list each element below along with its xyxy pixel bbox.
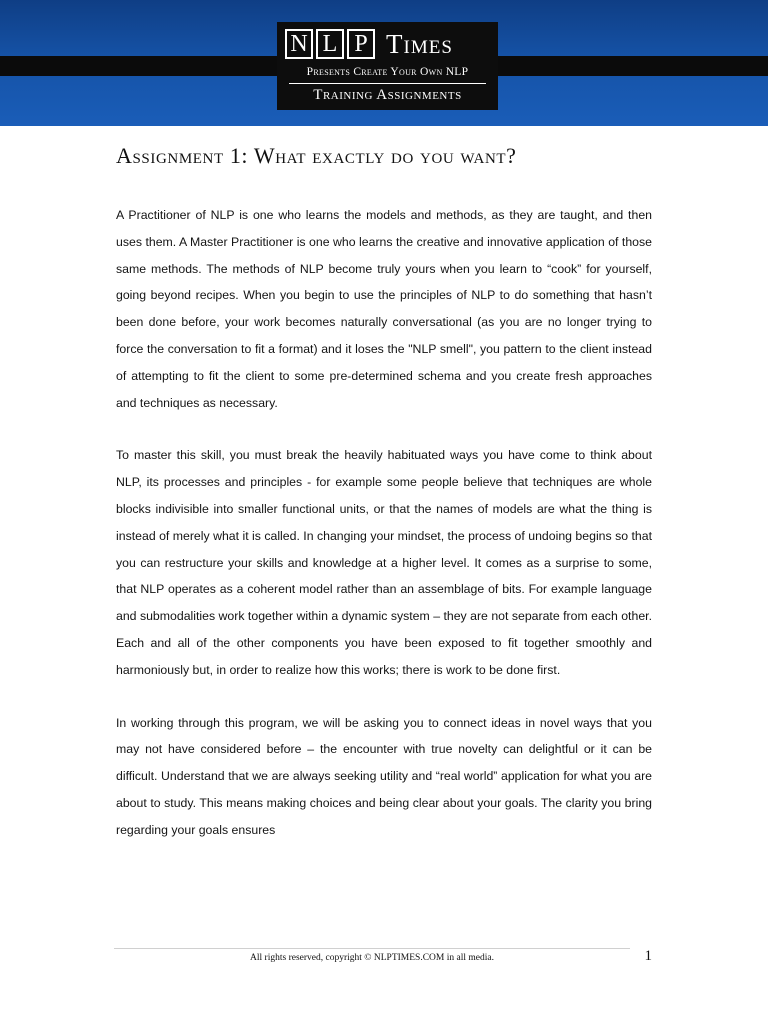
- document-body: [116, 202, 652, 870]
- logo-training-line: Training Assignments: [313, 87, 462, 103]
- logo-letter-n: N: [285, 29, 313, 59]
- logo-divider: [289, 83, 486, 84]
- logo-word-times: Times: [386, 29, 453, 59]
- logo-letter-l: L: [316, 29, 344, 59]
- logo-letter-p: P: [347, 29, 375, 59]
- footer-copyright: All rights reserved, copyright © NLPTIMES.COM in all media.: [250, 953, 494, 963]
- page-number: 1: [644, 948, 652, 964]
- nlp-times-logo: [277, 22, 498, 110]
- paragraph-2: To master this skill, you must break the heavily habituated ways you have come to think about NLP, its processes and principles - for example some people believe that techniques are whole blocks indivisible into smaller functional units, or that the names of models are what the thing is instead of merely what it is called. In changing your mindset, the process of undoing begins so that you can restructure your skills and knowledge at a higher level. It comes as a surprise to some, that NLP operates as a coherent model rather than an assemblage of bits. For example language and submodalities work together within a dynamic system – they are not separate from each other. Each and all of the other components you have been exposed to fit together smoothly and harmoniously but, in order to realize how this works; there is work to be done first.: [116, 448, 652, 677]
- logo-presents-line: Presents Create Your Own NLP: [306, 66, 469, 78]
- logo-wordmark: [285, 29, 453, 59]
- paragraph-1: A Practitioner of NLP is one who learns the models and methods, as they are taught, and then uses them. A Master Practitioner is one who learns the creative and innovative application of those same methods. The methods of NLP become truly yours when you learn to “cook” for yourself, going beyond recipes. When you begin to use the principles of NLP to do something that hasn’t been done before, your work becomes naturally conversational (as you are no longer trying to force the conversation to fit a format) and it loses the "NLP smell", you pattern to the client instead of attempting to fit the client to some pre-determined schema and you create fresh approaches and techniques as necessary.: [116, 208, 652, 410]
- paragraph-3: In working through this program, we will be asking you to connect ideas in novel ways that you may not have considered before – the encounter with true novelty can delightful or it can be difficult. Understand that we are always seeking utility and “real world” application for what you are about to study. This means making choices and being clear about your goals. The clarity you bring regarding your goals ensures: [116, 715, 652, 837]
- footer-divider: [114, 948, 630, 949]
- assignment-title: Assignment 1: What exactly do you want?: [116, 143, 517, 168]
